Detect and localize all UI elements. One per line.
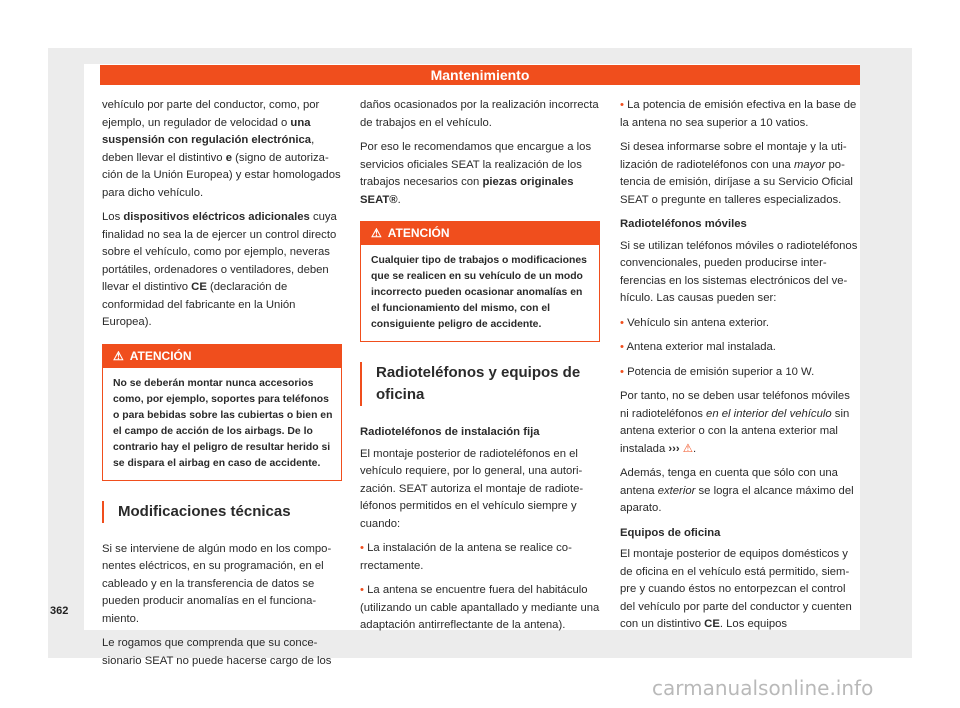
paragraph: El montaje posterior de equipos domésticos y de oficina en el vehículo está permitido, siempre y cuando éstos no entorpezcan el control del vehículo por parte del conductor y cuenten con un distintivo CE. Los equipos: [620, 548, 852, 630]
ce-mark: CE: [191, 281, 207, 293]
paragraph: Le rogamos que comprenda que su concesionario SEAT no puede hacerse cargo de los: [102, 637, 332, 667]
bullet-item: • Vehículo sin antena exterior.: [620, 316, 770, 329]
warning-triangle-icon: ⚠: [113, 348, 124, 363]
bullet-item: • Potencia de emisión superior a 10 W.: [620, 365, 815, 378]
paragraph: Si se interviene de algún modo en los componentes eléctricos, en su programación, en el cableado y en la transferencia de datos se pueden producir anomalías en el funcionamiento.: [102, 542, 332, 625]
warning-header: ⚠ ATENCIÓN: [103, 345, 341, 368]
watermark: carmanualsonline.info: [652, 676, 874, 700]
paragraph: Los dispositivos eléctricos adicionales cuya finalidad no sea la de ejercer un control directo sobre el vehículo, como por ejemplo, neveras portátiles, ordenadores o ventiladores, deben llevar el distintivo CE (declaración de conformidad del fabricante en la Unión Europea).: [102, 211, 337, 328]
page-number: 362: [50, 605, 69, 617]
cross-reference-link[interactable]: ›››: [668, 442, 680, 455]
bullet-icon: •: [360, 542, 364, 554]
warning-triangle-icon: ⚠: [682, 442, 693, 455]
chapter-header: Mantenimiento: [100, 65, 860, 85]
paragraph: vehículo por parte del conductor, como, por ejemplo, un regulador de velocidad o una suspensión con regulación electrónica, deben llevar el distintivo e (signo de autorización de la Unión Europea) y estar homologados para dicho vehículo.: [102, 99, 341, 199]
ce-mark: CE: [704, 618, 720, 630]
column-1: [102, 97, 342, 677]
warning-text: Cualquier tipo de trabajos o modificaciones que se realicen en su vehículo de un modo incorrecto pueden ocasionar anomalías en el funcionamiento del mismo, con el consiguiente peligro de accidente.: [371, 255, 587, 330]
bullet-item: • La potencia de emisión efectiva en la base de la antena no sea superior a 10 vatios.: [620, 99, 857, 129]
warning-box: [102, 344, 342, 481]
paragraph: Por tanto, no se deben usar teléfonos móviles ni radioteléfonos en el interior del vehículo sin antena exterior o con la antena exterior mal instalada ››› ⚠.: [620, 390, 850, 455]
warning-box: [360, 221, 600, 342]
column-2: [360, 97, 600, 642]
bullet-icon: •: [620, 341, 624, 353]
section-title: Radioteléfonos y equipos de oficina: [360, 362, 600, 406]
bullet-icon: •: [620, 99, 624, 111]
bullet-icon: •: [620, 316, 624, 329]
paragraph: Además, tenga en cuenta que sólo con una antena exterior se logra el alcance máximo del aparato.: [620, 467, 854, 514]
section-title: Modificaciones técnicas: [102, 501, 342, 523]
subheading: Equipos de oficina: [620, 526, 721, 539]
paragraph: Por eso le recomendamos que encargue a los servicios oficiales SEAT la realización de los trabajos necesarios con piezas originales SEAT®.: [360, 141, 592, 206]
column-3: [620, 97, 860, 641]
subheading: Radioteléfonos móviles: [620, 218, 747, 230]
bullet-item: • Antena exterior mal instalada.: [620, 341, 776, 353]
bullet-item: • La antena se encuentre fuera del habitáculo (utilizando un cable apantallado y mediante una adaptación antirreflectante de la antena).: [360, 584, 600, 631]
warning-text: No se deberán montar nunca accesorios como, por ejemplo, soportes para teléfonos o para bebidas sobre las cubiertas o bien en el campo de acción de los airbags. De lo contrario hay el peligro de resultar herido si se dispara el airbag en caso de accidente.: [113, 377, 333, 469]
bullet-item: • La instalación de la antena se realice correctamente.: [360, 542, 572, 572]
subheading: Radioteléfonos de instalación fija: [360, 426, 540, 438]
bullet-icon: •: [360, 584, 364, 596]
paragraph: daños ocasionados por la realización incorrecta de trabajos en el vehículo.: [360, 99, 599, 129]
paragraph: Si desea informarse sobre el montaje y la utilización de radioteléfonos con una mayor potencia de emisión, diríjase a su Servicio Oficial SEAT o pregunte en talleres especializados.: [620, 141, 853, 206]
warning-header: ⚠ ATENCIÓN: [361, 222, 599, 245]
paragraph: Si se utilizan teléfonos móviles o radioteléfonos convencionales, pueden producirse interferencias en los sistemas electrónicos del vehículo. Las causas pueden ser:: [620, 239, 858, 304]
warning-triangle-icon: ⚠: [371, 226, 382, 240]
bullet-icon: •: [620, 365, 624, 378]
paragraph: El montaje posterior de radioteléfonos en el vehículo requiere, por lo general, una autorización. SEAT autoriza el montaje de radioteléfonos permitidos en el vehículo siempre y cuando:: [360, 447, 584, 530]
